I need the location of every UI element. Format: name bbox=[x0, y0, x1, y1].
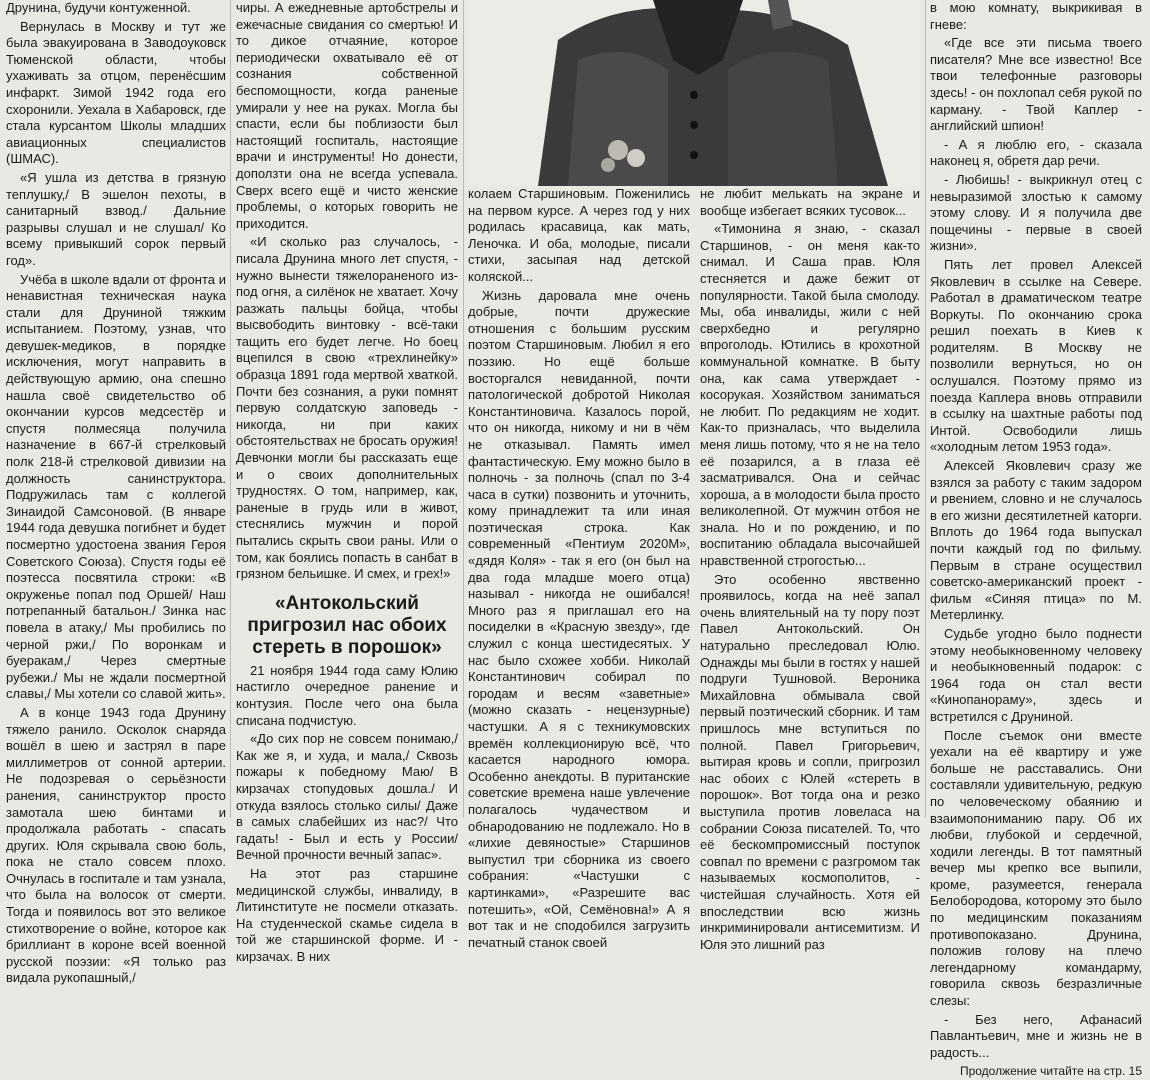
paragraph: Алексей Яковлевич сразу же взялся за работу с таким задором и рвением, словно и не случалось в его жизни десятилетней каторги. Вплоть до 1964 года выпускал почти каждый год по фильму. Первым в стране осуществил советско-американский проект - фильм «Синяя птица» по М. Метерлинку. bbox=[930, 458, 1142, 623]
paragraph: 21 ноября 1944 года саму Юлию настигло очередное ранение и контузия. После чего она была списана подчистую. bbox=[236, 662, 458, 728]
column-rule bbox=[230, 0, 231, 818]
column-rule bbox=[925, 0, 926, 818]
paragraph: в мою комнату, выкрикивая в гневе: bbox=[930, 0, 1142, 32]
text-column-5 bbox=[930, 0, 1142, 1079]
text-column-3 bbox=[468, 186, 690, 950]
paragraph: «Где все эти письма твоего писателя? Мне все известно! Все твои телефонные разговоры здесь! - он похлопал себя рукой по карману. - Твой Каплер - английский шпион! bbox=[930, 35, 1142, 134]
paragraph: «Я ушла из детства в грязную теплушку,/ В эшелон пехоты, в санитарный взвод./ Дальние разрывы слушал и не слушал/ Ко всему привыкший сорок первый год». bbox=[6, 169, 226, 268]
paragraph: Жизнь даровала мне очень добрые, почти дружеские отношения с большим русским поэтом Старшиновым. Любил я его поэзию. Но ещё больше восторгался невиданной, почти патологической добротой Николая Константиновича. Казалось порой, что он никогда, никому и ни в чём не отказывал. Память имел фантастическую. Ему можно было в полночь - за полночь (спал по 3-4 часа в сутки) позвонить и уточнить, кому принадлежит та или иная поэтическая строка. Как современный «Пентиум 2020М», «дядя Коля» - так я его (он был на два года младше моего отца) называл - никогда не ошибался! Много раз я приглашал его на посиделки в «Красную звезду», где служил с конца шестидесятых. У нас было схожее хобби. Николай Константинович собирал по городам и весям «заветные» (можно сказать - нецензурные) частушки. А я с техникумовских времён коллекционирую всё, что касается народного юмора. Особенно анекдоты. В пуританские советские времена наше увлечение полагалось чудачеством и обнародованию не подлежало. Но в «лихие девяностые» Старшинов выпустил три сборника из своего собрания: «Частушки с картинками», «Разрешите вас потешить», «Ой, Семёновна!» А я вот так и не сподобился загрузить печатный станок своей bbox=[468, 287, 690, 950]
paragraph: - Любишь! - выкрикнул отец с невыразимой злостью к самому этому слову. И я получила две пощечины - первые в своей жизни». bbox=[930, 171, 1142, 254]
paragraph: Вернулась в Москву и тут же была эвакуирована в Заводоуковск Тюменской области, чтобы ухаживать за отцом, перенёсшим инфаркт. Зимой 1942 года его схоронили. Уехала в Хабаровск, где стала курсантом Школы младших авиационных специалистов (ШМАС). bbox=[6, 18, 226, 167]
paragraph: не любит мелькать на экране и вообще избегает всяких тусовок... bbox=[700, 186, 920, 218]
paragraph: Пять лет провел Алексей Яковлевич в ссылке на Севере. Работал в драматическом театре Воркуты. По окончанию срока решил поехать в Киев к родителям. В Москву не позволили вернуться, но он ослушался. Поэтому прямо из поезда Каплера вновь отправили в ссылку на шахтные работы под Интой. Освободили лишь «холодным летом 1953 года». bbox=[930, 256, 1142, 455]
paragraph: - А я люблю его, - сказала наконец я, обретя дар речи. bbox=[930, 136, 1142, 169]
paragraph: Друнина, будучи контуженной. bbox=[6, 0, 191, 15]
portrait-photo bbox=[468, 0, 920, 186]
paragraph: Судьбе угодно было поднести этому необыкновенному человеку и необыкновенный подарок: с 1964 года он стал вести «Кинопанораму», здесь и встретился с Друниной. bbox=[930, 625, 1142, 724]
paragraph: колаем Старшиновым. Поженились на первом курсе. А через год у них родилась красавица, как мать, Леночка. И оба, молодые, писали стихи, засыпая над детской коляской... bbox=[468, 186, 690, 284]
text-column-4 bbox=[700, 186, 920, 952]
text-column-2 bbox=[236, 0, 458, 964]
paragraph: «Тимонина я знаю, - сказал Старшинов, - он меня как-то снимал. И Саша прав. Юля стесняется и даже бежит от популярности. Такой была смолоду. Мы, оба инвалиды, жили с ней сверхбедно и регулярно впроголодь. Ютились в крохотной коммунальной комнатке. В быту она, как сама утверждает - косорукая. Хозяйством заниматься не любит. По редакциям не ходит. Как-то призналась, что выделила меня лишь потому, что я не на тело её позарился, а в глаза её засматривался. Она и сейчас хороша, а в молодости была просто великолепной. От мужчин отбоя не знала. Но и по рождению, и по воспитанию обладала высочайшей нравственной строгостью... bbox=[700, 221, 920, 569]
paragraph: «И сколько раз случалось, - писала Друнина много лет спустя, - нужно вынести тяжелораненого из-под огня, а силёнок не хватает. Хочу разжать пальцы бойца, чтобы высвободить винтовку - всё-таки тащить его будет легче. Но боец вцепился в свою «трехлинейку» образца 1891 года мертвой хваткой. Почти без сознания, а руки помнят первую солдатскую заповедь - никогда, ни при каких обстоятельствах не бросать оружия! Девчонки могли бы рассказать еще и о своих дополнительных трудностях. О том, например, как, раненые в грудь или в живот, стеснялись мужчин и порой пытались скрыть свои раны. Или о том, как боялись попасть в санбат в грязном бельишке. И смех, и грех!» bbox=[236, 234, 458, 582]
text-column-1 bbox=[6, 0, 226, 986]
paragraph: Это особенно явственно проявилось, когда на неё запал очень влиятельный на ту пору поэт Павел Антокольский. Он натурально преследовал Юлю. Однажды мы были в гостях у нашей подруги Тушновой. Вероника Михайловна обмывала свой первый поэтический сборник. И там пришлось мне вступиться по полной. Павел Григорьевич, вытирая кровь и сопли, пригрозил нас обоих с Юлей «стереть в порошок». Вот тогда она и резко выступила против ловеласа на собрании Союза писателей. То, что её бескомпромиссный поступок совпал по времени с разгромом так называемых космополитов, - чистейшая случайность. Хотя ей впоследствии всю жизнь инкриминировали антисемитизм. И Юля это лишний раз bbox=[700, 571, 920, 952]
paragraph: Учёба в школе вдали от фронта и ненавистная техническая наука стали для Друниной тяжким испытанием. Поэтому, узнав, что девушек-медиков, в порядке исключения, могут направить в действующую армию, она спешно нашла своё свидетельство об окончании курсов медсестёр и спустя полмесяца получила назначение в 667-й стрелковый полк 218-й стрелковой дивизии на должность санинструктора. Подружилась там с коллегой Зинаидой Самсоновой. (В январе 1944 года девушка погибнет и будет посмертно удостоена звания Героя Советского Союза). Спустя годы её поэтесса посвятила строки: «В окруженье попал под Оршей/ Наш потрепанный батальон./ Зинка нас повела в атаку,/ Мы пробились по черной ржи,/ По воронкам и буеракам,/ Через смертные рубежи./ Мы не ждали посмертной славы,/ Мы хотели со славой жить». bbox=[6, 271, 226, 702]
column-rule bbox=[463, 0, 464, 818]
paragraph: чиры. А ежедневные артобстрелы и ежечасные свидания со смертью! И то дикое отчаяние, которое периодически охватывало её от сознания собственной беспомощности, когда раненые умирали у нее на руках. Могла бы спасти, если бы поблизости был настоящий госпиталь, настоящие врачи и инструменты! Но донести, доползти она не всегда успевала. Сверх всего ещё и чисто женские проблемы, о которых говорить не приходится. bbox=[236, 0, 458, 231]
continued-note[interactable]: Продолжение читайте на стр. 15 bbox=[959, 1064, 1142, 1079]
section-headline: «Антокольский пригрозил нас обоих стереть в порошок» bbox=[247, 592, 447, 658]
paragraph: На этот раз старшине медицинской службы, инвалиду, в Литинституте не посмели отказать. На студенческой скамье сидела в той же старшинской форме. И - кирзачах. В них bbox=[236, 865, 458, 964]
paragraph: После съемок они вместе уехали на её квартиру и уже больше не расставались. Они составляли удивительную, редкую по человеческому обаянию и взаимопониманию пару. Об их любви, глубокой и сердечной, ходили легенды. В тот памятный вечер мы крепко все выпили, кроме, разумеется, генерала Белобородова, которому это было по медицинским показаниям противопоказано. Друнина, положив голову на плечо легендарному командарму, говорила сквозь безразличные слезы: bbox=[930, 727, 1142, 1009]
paragraph: - Без него, Афанасий Павлантьевич, мне и жизнь не в радость... bbox=[930, 1011, 1142, 1060]
paragraph: «До сих пор не совсем понимаю,/ Как же я, и худа, и мала,/ Сквозь пожары к победному Маю/ В кирзачах стопудовых дошла./ И откуда взялось столько силы/ Даже в самых слабейших из нас?/ Что гадать! - Был и есть у России/ Вечной прочности вечный запас». bbox=[236, 731, 458, 863]
paragraph: А в конце 1943 года Друнину тяжело ранило. Осколок снаряда вошёл в шею и застрял в паре миллиметров от сонной артерии. Не подозревая о серьёзности ранения, санинструктор просто замотала шею бинтами и продолжала работать - спасать других. Юля скрывала свою боль, пока не стало совсем плохо. Очнулась в госпитале и там узнала, что была на волосок от смерти. Тогда и появилось вот это великое стихотворение о войне, которое как бриллиант в короне всей военной русской поэзии: «Я только раз видала рукопашный,/ bbox=[6, 704, 226, 986]
